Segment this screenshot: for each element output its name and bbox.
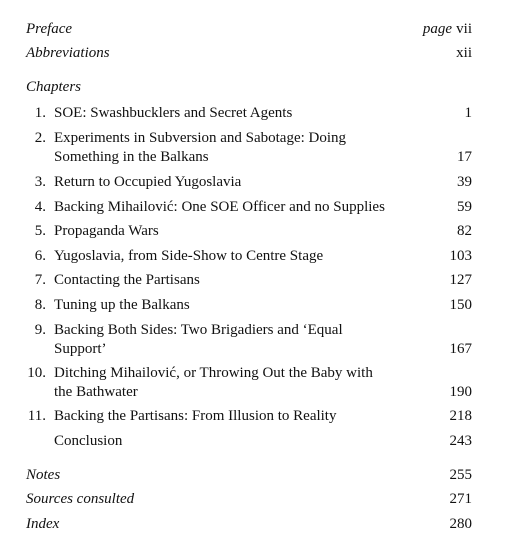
chapter-number: 6.: [34, 248, 46, 264]
entry-page: 255: [449, 467, 472, 483]
chapter-number: 11.: [27, 408, 46, 424]
chapter-title: Propaganda Wars: [54, 223, 159, 239]
chapter-number: 1.: [34, 105, 46, 121]
entry-page: vii: [456, 21, 472, 37]
entry-label: Conclusion: [54, 433, 123, 449]
chapter-title: Return to Occupied Yugoslavia: [54, 174, 242, 190]
entry-label: Abbreviations: [26, 45, 110, 61]
entry-page: 127: [449, 272, 472, 288]
chapter-title-continued: Support’: [54, 341, 107, 357]
chapter-number: 4.: [34, 199, 46, 215]
section-heading: Chapters: [26, 79, 82, 95]
entry-page: 243: [449, 433, 472, 449]
chapter-number: 7.: [34, 272, 46, 288]
entry-page: 103: [449, 248, 472, 264]
chapter-title-continued: the Bathwater: [54, 384, 138, 400]
chapter-number: 8.: [34, 297, 46, 313]
entry-page: 150: [449, 297, 472, 313]
chapter-title: SOE: Swashbucklers and Secret Agents: [54, 105, 293, 121]
chapter-number: 2.: [34, 130, 46, 146]
chapter-title: Backing the Partisans: From Illusion to Reality: [54, 408, 337, 424]
entry-page: xii: [456, 45, 472, 61]
entry-page: 17: [457, 149, 472, 165]
entry-page: 218: [449, 408, 472, 424]
entry-page: 190: [449, 384, 472, 400]
entry-label: Sources consulted: [26, 491, 135, 507]
page-word: page: [422, 21, 452, 37]
chapter-title: Contacting the Partisans: [54, 272, 200, 288]
entry-page: 39: [457, 174, 472, 190]
chapter-title: Yugoslavia, from Side-Show to Centre Stage: [54, 248, 324, 264]
chapter-title-continued: Something in the Balkans: [54, 149, 209, 165]
chapter-title: Experiments in Subversion and Sabotage: Doing: [54, 130, 347, 146]
chapter-number: 10.: [27, 365, 46, 381]
entry-page: 1: [464, 105, 472, 121]
entry-page: 82: [457, 223, 472, 239]
chapter-title: Ditching Mihailović, or Throwing Out the Baby with: [54, 365, 373, 381]
entry-page: 59: [457, 199, 472, 215]
chapter-title: Backing Both Sides: Two Brigadiers and ‘Equal: [54, 322, 343, 338]
entry-label: Notes: [26, 467, 61, 483]
entry-page: 280: [449, 516, 472, 532]
chapter-title: Backing Mihailović: One SOE Officer and no Supplies: [54, 199, 385, 215]
chapter-number: 9.: [34, 322, 46, 338]
chapter-number: 5.: [34, 223, 46, 239]
entry-page: 167: [449, 341, 472, 357]
entry-page: 271: [449, 491, 472, 507]
chapter-title: Tuning up the Balkans: [54, 297, 190, 313]
entry-label: Preface: [26, 21, 73, 37]
chapter-number: 3.: [34, 174, 46, 190]
entry-label: Index: [26, 516, 60, 532]
